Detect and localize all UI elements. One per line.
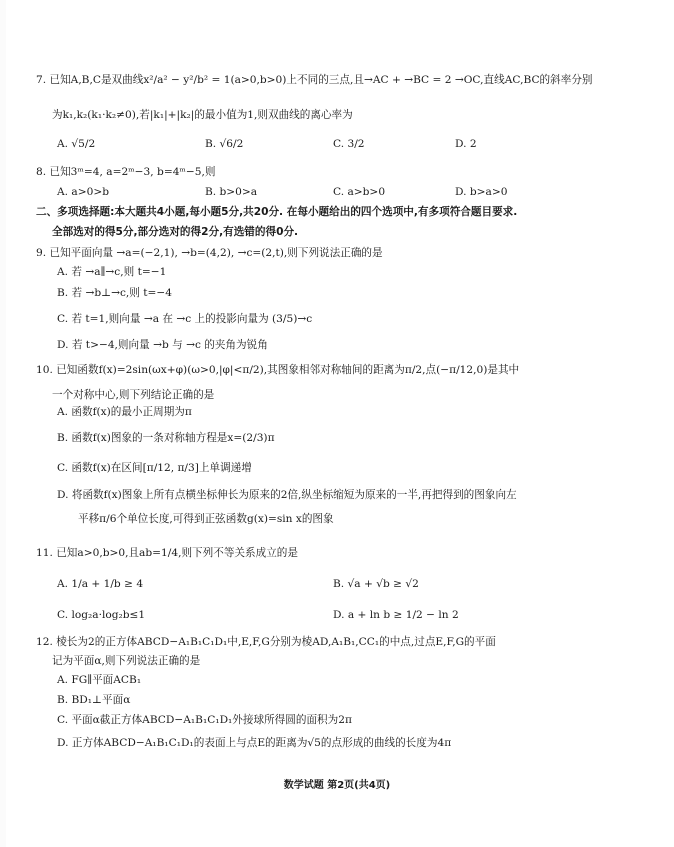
q7-option-a: A. √5/2 (57, 138, 96, 150)
q8-option-c: C. a>b>0 (333, 186, 386, 198)
q10-stem-line1: 10. 已知函数f(x)=2sin(ωx+φ)(ω>0,|φ|<π/2),其图象相邻对称轴间的距离为π/2,点(−π/12,0)是其中 (36, 364, 520, 376)
q7-stem-line1: 7. 已知A,B,C是双曲线x²/a² − y²/b² = 1(a>0,b>0)上不同的三点,且→AC + →BC = 2 →OC,直线AC,BC的斜率分别 (36, 74, 593, 86)
q12-stem-line1: 12. 棱长为2的正方体ABCD−A₁B₁C₁D₁中,E,F,G分别为棱AD,A₁B₁,CC₁的中点,过点E,F,G的平面 (36, 636, 496, 648)
q10-option-b: B. 函数f(x)图象的一条对称轴方程是x=(2/3)π (57, 432, 275, 444)
q10-option-c: C. 函数f(x)在区间[π/12, π/3]上单调递增 (57, 462, 252, 474)
q10-stem-line2: 一个对称中心,则下列结论正确的是 (52, 389, 215, 401)
q10-option-d-line2: 平移π/6个单位长度,可得到正弦函数g(x)=sin x的图象 (78, 513, 334, 525)
q10-option-a: A. 函数f(x)的最小正周期为π (57, 406, 192, 418)
scan-edge (0, 0, 6, 847)
q12-option-d: D. 正方体ABCD−A₁B₁C₁D₁的表面上与点E的距离为√5的点形成的曲线的长度为4π (57, 737, 452, 749)
q9-option-a: A. 若 →a∥→c,则 t=−1 (57, 266, 167, 278)
q8-option-a: A. a>0>b (57, 186, 109, 198)
q11-option-b: B. √a + √b ≥ √2 (333, 578, 419, 590)
q7-stem-line2: 为k₁,k₂(k₁·k₂≠0),若|k₁|+|k₂|的最小值为1,则双曲线的离心率为 (52, 109, 353, 121)
q9-option-b: B. 若 →b⊥→c,则 t=−4 (57, 287, 172, 299)
q12-stem-line2: 记为平面α,则下列说法正确的是 (52, 655, 201, 667)
q7-option-d: D. 2 (455, 138, 477, 150)
q11-option-d: D. a + ln b ≥ 1/2 − ln 2 (333, 609, 459, 621)
q12-option-b: B. BD₁⊥平面α (57, 694, 131, 706)
page-footer: 数学试题 第2页(共4页) (283, 780, 391, 791)
q8-stem: 8. 已知3ᵐ=4, a=2ᵐ−3, b=4ᵐ−5,则 (36, 166, 216, 178)
q9-stem: 9. 已知平面向量 →a=(−2,1), →b=(4,2), →c=(2,t),则下列说法正确的是 (36, 247, 383, 259)
q12-option-a: A. FG∥平面ACB₁ (57, 674, 142, 686)
q7-option-b: B. √6/2 (205, 138, 244, 150)
q11-stem: 11. 已知a>0,b>0,且ab=1/4,则下列不等关系成立的是 (36, 547, 298, 559)
section2-header-line2: 全部选对的得5分,部分选对的得2分,有选错的得0分. (52, 226, 299, 238)
q8-option-d: D. b>a>0 (455, 186, 508, 198)
q8-option-b: B. b>0>a (205, 186, 258, 198)
q7-option-c: C. 3/2 (333, 138, 365, 150)
q11-option-a: A. 1/a + 1/b ≥ 4 (57, 578, 144, 590)
q10-option-d-line1: D. 将函数f(x)图象上所有点横坐标伸长为原来的2倍,纵坐标缩短为原来的一半,再把得到的图象向左 (57, 489, 517, 501)
q12-option-c: C. 平面α截正方体ABCD−A₁B₁C₁D₁外接球所得圆的面积为2π (57, 714, 352, 726)
q11-option-c: C. log₂a·log₂b≤1 (57, 609, 146, 621)
section2-header-line1: 二、多项选择题:本大题共4小题,每小题5分,共20分. 在每小题给出的四个选项中,有多项符合题目要求. (36, 206, 518, 218)
q9-option-d: D. 若 t>−4,则向量 →b 与 →c 的夹角为锐角 (57, 339, 268, 351)
q9-option-c: C. 若 t=1,则向量 →a 在 →c 上的投影向量为 (3/5)→c (57, 313, 313, 325)
